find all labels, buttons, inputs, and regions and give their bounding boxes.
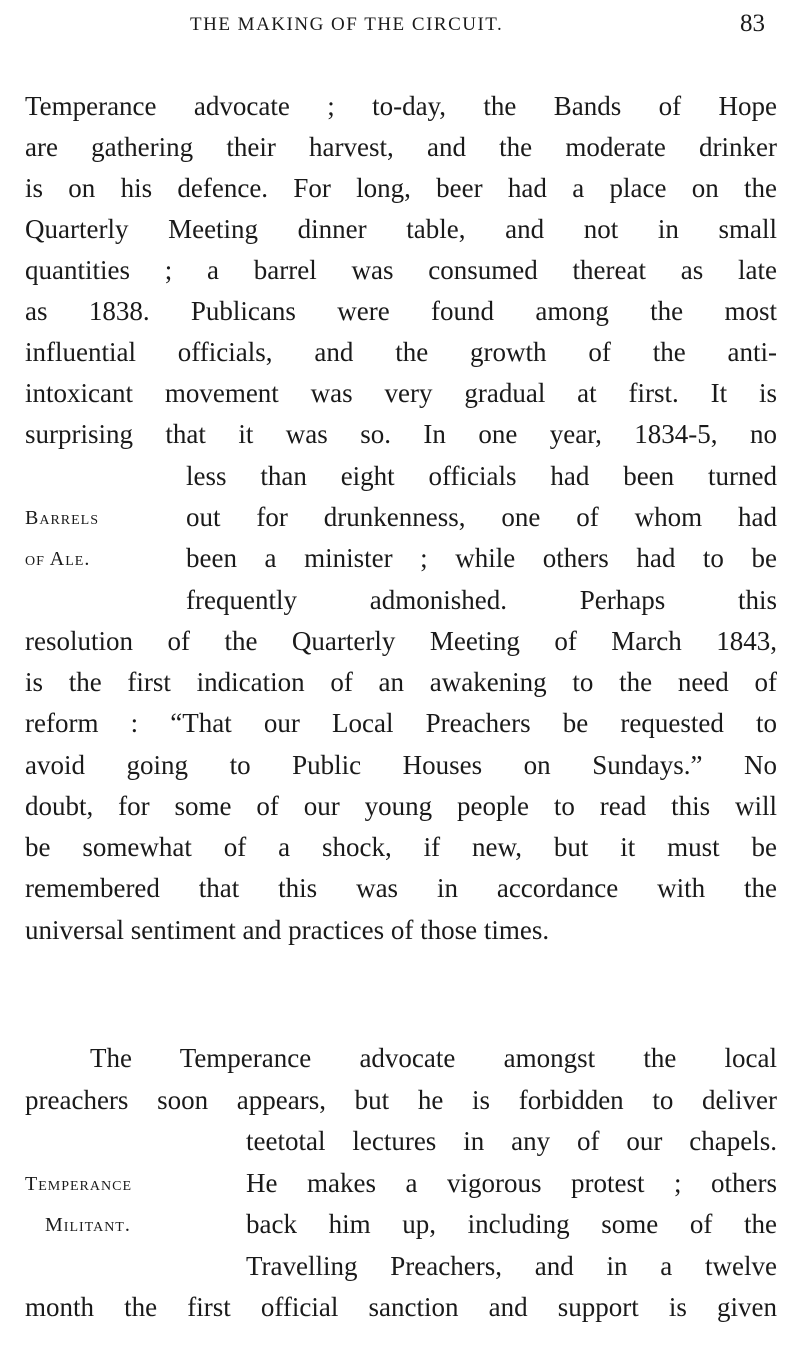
text-line: Quarterly Meeting dinner table, and not in small <box>25 214 777 244</box>
text-line: surprising that it was so. In one year, 1834-5, no <box>25 419 777 449</box>
text-line: He makes a vigorous protest ; others <box>246 1168 777 1198</box>
text-line: out for drunkenness, one of whom had <box>186 502 777 532</box>
text-line: resolution of the Quarterly Meeting of March 1843, <box>25 626 777 656</box>
text-line: universal sentiment and practices of those times. <box>25 915 550 945</box>
margin-note-line: Barrels <box>25 507 100 529</box>
text-line: as 1838. Publicans were found among the most <box>25 296 777 326</box>
text-line: been a minister ; while others had to be <box>186 543 777 573</box>
text-line: Temperance advocate ; to-day, the Bands of Hope <box>25 91 777 121</box>
text-line: influential officials, and the growth of the anti- <box>25 337 777 367</box>
text-line: be somewhat of a shock, if new, but it must be <box>25 832 777 862</box>
text-line: intoxicant movement was very gradual at first. It is <box>25 378 777 408</box>
text-line: preachers soon appears, but he is forbidden to deliver <box>25 1085 777 1115</box>
text-line: month the first official sanction and support is given <box>25 1292 777 1322</box>
text-line: frequently admonished. Perhaps this <box>186 585 777 615</box>
text-line: quantities ; a barrel was consumed thereat as late <box>25 255 777 285</box>
text-line: reform : “That our Local Preachers be requested to <box>25 708 777 738</box>
text-line: The Temperance advocate amongst the local <box>90 1043 777 1073</box>
text-line: are gathering their harvest, and the moderate drinker <box>25 132 777 162</box>
text-line: remembered that this was in accordance with the <box>25 873 777 903</box>
text-line: less than eight officials had been turned <box>186 461 777 491</box>
page-number: 83 <box>740 10 765 37</box>
text-line: avoid going to Public Houses on Sundays.” No <box>25 750 777 780</box>
running-title: THE MAKING OF THE CIRCUIT. <box>190 14 504 35</box>
text-line: teetotal lectures in any of our chapels. <box>246 1126 777 1156</box>
text-line: back him up, including some of the <box>246 1209 777 1239</box>
running-head <box>0 6 800 46</box>
text-line: doubt, for some of our young people to read this will <box>25 791 777 821</box>
text-line: is the first indication of an awakening to the need of <box>25 667 777 697</box>
margin-note-line: Militant. <box>45 1214 131 1236</box>
margin-note-line: Temperance <box>25 1173 133 1195</box>
text-line: is on his defence. For long, beer had a place on the <box>25 173 777 203</box>
text-line: Travelling Preachers, and in a twelve <box>246 1251 777 1281</box>
margin-note-line: of Ale. <box>25 548 91 570</box>
